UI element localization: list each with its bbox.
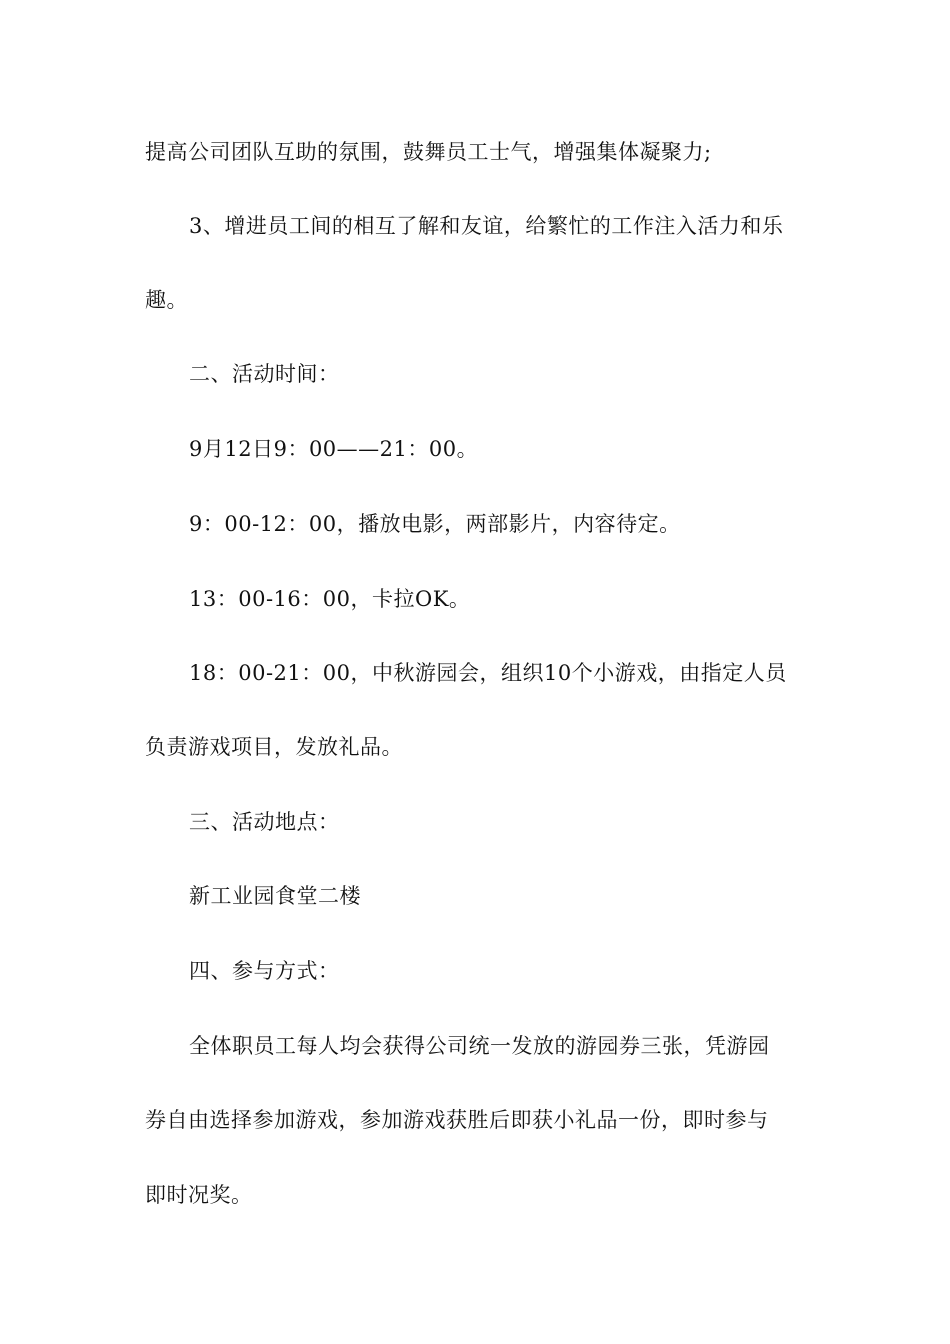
purpose-item-3-line-2: 趣。 — [145, 288, 188, 312]
section-heading-location: 三、活动地点： — [189, 810, 340, 834]
schedule-karaoke-line: 13：00-16：00，卡拉OK。 — [189, 587, 471, 611]
schedule-fair-line-1: 18：00-21：00，中秋游园会，组织10个小游戏，由指定人员 — [189, 661, 787, 685]
event-date-line: 9月12日9：00——21：00。 — [189, 437, 479, 461]
purpose-line-continued: 提高公司团队互助的氛围，鼓舞员工士气，增强集体凝聚力; — [145, 140, 712, 164]
schedule-movie-line: 9：00-12：00，播放电影，两部影片，内容待定。 — [189, 512, 681, 536]
participation-line-1: 全体职员工每人均会获得公司统一发放的游园券三张，凭游园 — [189, 1034, 770, 1058]
participation-line-3: 即时况奖。 — [145, 1183, 253, 1207]
schedule-fair-line-2: 负责游戏项目，发放礼品。 — [145, 735, 403, 759]
purpose-item-3-line-1: 3、增进员工间的相互了解和友谊，给繁忙的工作注入活力和乐 — [189, 214, 784, 238]
location-line: 新工业园食堂二楼 — [189, 884, 361, 908]
section-heading-participation: 四、参与方式： — [189, 959, 340, 983]
participation-line-2: 券自由选择参加游戏，参加游戏获胜后即获小礼品一份，即时参与 — [145, 1108, 769, 1132]
section-heading-time: 二、活动时间： — [189, 362, 340, 386]
